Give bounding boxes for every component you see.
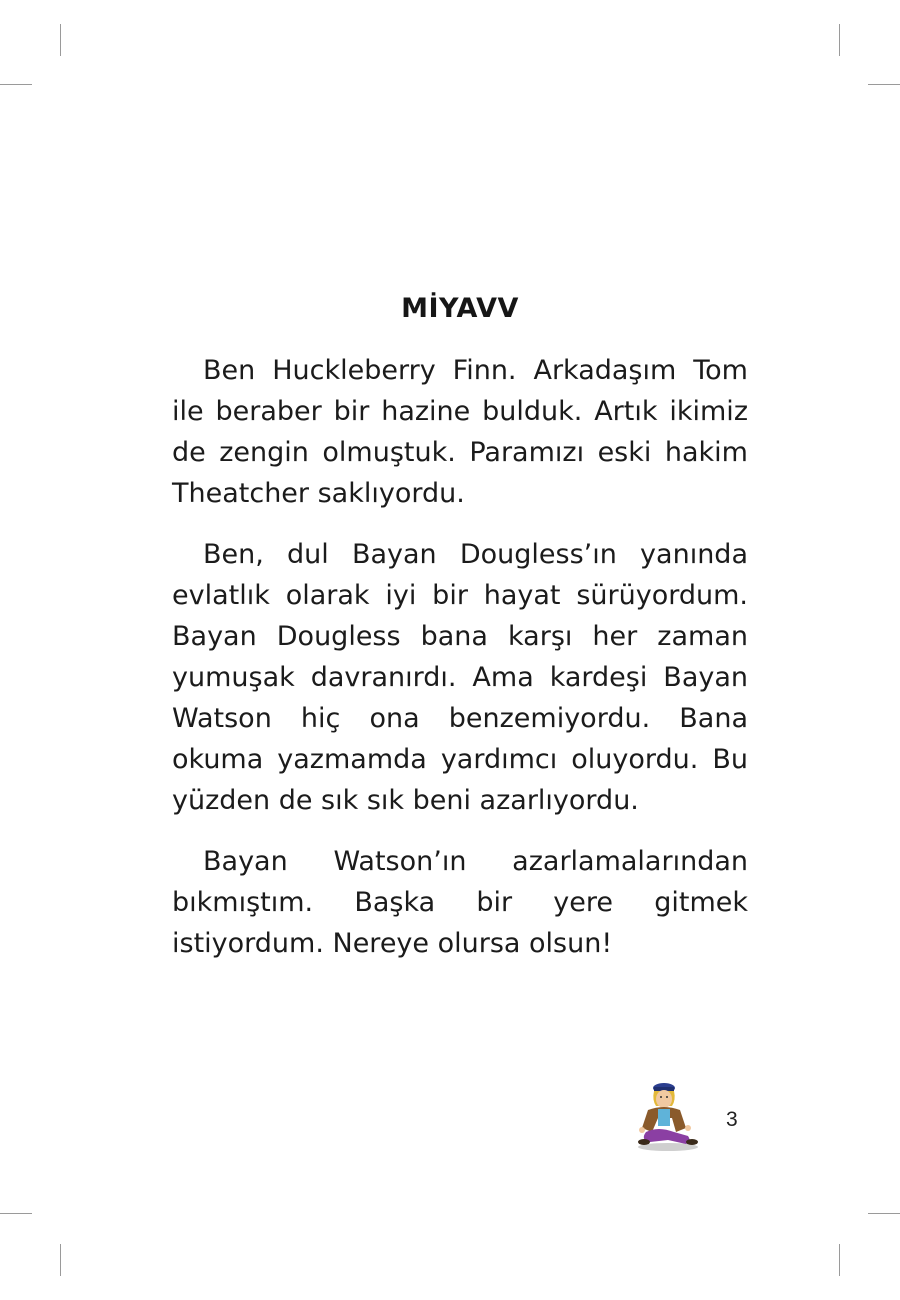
crop-mark-top-left-vertical [60, 24, 61, 56]
crop-mark-bottom-left-vertical [60, 1244, 61, 1276]
crop-mark-top-left-horizontal [0, 84, 32, 85]
huckleberry-finn-illustration [628, 1076, 706, 1152]
paragraph-3: Bayan Watson’ın azarlamalarından bıkmıştım. Başka bir yere gitmek istiyordum. Nereye olursa olsun! [172, 846, 748, 959]
chapter-title: MİYAVV [401, 293, 519, 324]
paragraph-1: Ben Huckleberry Finn. Arkadaşım Tom ile beraber bir hazine bulduk. Artık ikimiz de zengin olmuştuk. Paramızı eski hakim Theatcher saklıyordu. [172, 355, 748, 509]
body-text [172, 350, 748, 984]
crop-mark-top-right-vertical [839, 24, 840, 56]
paragraph-2: Ben, dul Bayan Dougless’ın yanında evlatlık olarak iyi bir hayat sürüyordum. Bayan Dougless bana karşı her zaman yumuşak davranırdı. Ama kardeşi Bayan Watson hiç ona benzemiyordu. Bana okuma yazmamda yardımcı oluyordu. Bu yüzden de sık sık beni azarlıyordu. [172, 539, 748, 816]
crop-mark-bottom-right-vertical [839, 1244, 840, 1276]
page-number: 3 [726, 1108, 738, 1131]
crop-mark-bottom-left-horizontal [0, 1213, 32, 1214]
crop-mark-top-right-horizontal [868, 84, 900, 85]
crop-mark-bottom-right-horizontal [868, 1213, 900, 1214]
